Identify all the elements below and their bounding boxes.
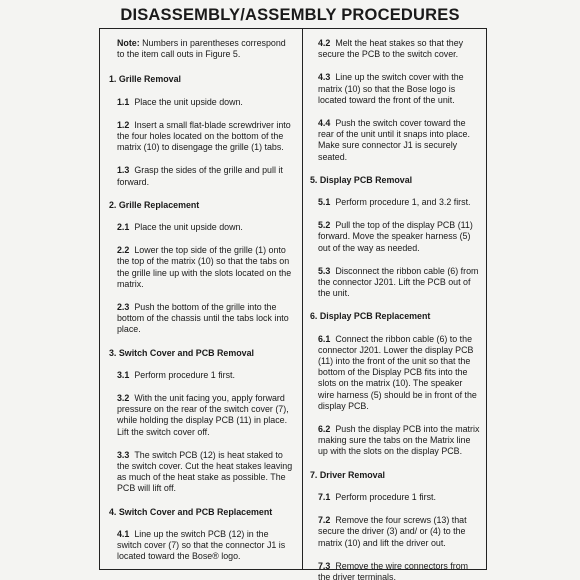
note: [117, 38, 295, 60]
step-number: 2.3: [117, 302, 130, 313]
step-text: Disconnect the ribbon cable (6) from the connector J201. Lift the PCB out of the unit.: [318, 265, 479, 299]
step-number: 5.2: [318, 220, 331, 231]
step-4-4: [318, 118, 480, 163]
step-1-3: [117, 165, 295, 187]
left-column: [107, 38, 295, 575]
step-text: The switch PCB (12) is heat staked to the switch cover. Cut the heat stakes leaving as much of the heat stake as possible. The PCB will lift off.: [117, 449, 293, 494]
step-text: Push the bottom of the grille into the bottom of the chassis until the tabs lock into place.: [117, 302, 289, 335]
section-heading-driver-removal: 7. Driver Removal: [310, 469, 385, 480]
step-number: 7.3: [318, 560, 331, 571]
note-text: Numbers in parentheses correspond to the item call outs in Figure 5.: [117, 38, 286, 60]
step-text: With the unit facing you, apply forward pressure on the rear of the switch cover (7), while holding the display PCB (11) in place. Lift the switch cover off.: [117, 393, 289, 437]
step-number: 2.2: [117, 245, 130, 256]
step-number: 4.4: [318, 118, 331, 129]
step-7-2: [318, 515, 480, 549]
step-5-1: [318, 197, 480, 208]
note-label: Note:: [117, 38, 140, 48]
step-5-3: [318, 266, 480, 300]
step-3-3: [117, 450, 295, 495]
step-number: 7.1: [318, 491, 331, 502]
step-number: 3.3: [117, 449, 130, 460]
section-heading-grille-replacement: 2. Grille Replacement: [109, 199, 200, 210]
step-number: 2.1: [117, 222, 130, 233]
step-1-1: [117, 97, 295, 108]
step-number: 5.1: [318, 197, 331, 208]
step-2-2: [117, 245, 295, 290]
step-text: Push the switch cover toward the rear of the unit until it snaps into place. Make sure connector J1 is securely seated.: [318, 118, 470, 162]
step-6-2: [318, 424, 480, 458]
step-number: 1.2: [117, 119, 130, 130]
step-text: Push the display PCB into the matrix making sure the tabs on the Matrix line up with the slots on the display PCB.: [318, 424, 480, 457]
right-column: [308, 38, 480, 580]
step-text: Grasp the sides of the grille and pull it forward.: [117, 165, 283, 187]
step-text: Place the unit upside down.: [134, 96, 243, 107]
page-title: DISASSEMBLY/ASSEMBLY PROCEDURES: [120, 6, 460, 24]
step-text: Remove the four screws (13) that secure the driver (3) and/ or (4) to the matrix (10) and lift the driver out.: [318, 515, 467, 548]
step-text: Insert a small flat-blade screwdriver into the four holes located on the bottom of the matrix (10) to disengage the grille (1) tabs.: [117, 119, 291, 153]
step-3-1: [117, 370, 295, 381]
step-7-3: [318, 561, 480, 580]
step-text: Remove the wire connectors from the driver terminals.: [318, 560, 469, 580]
section-heading-switch-cover-replacement: 4. Switch Cover and PCB Replacement: [109, 506, 273, 517]
step-4-1: [117, 529, 295, 563]
section-heading-grille-removal: 1. Grille Removal: [109, 74, 182, 85]
step-number: 3.1: [117, 369, 130, 380]
step-4-2: [318, 38, 480, 60]
step-number: 6.1: [318, 333, 331, 344]
step-text: Lower the top side of the grille (1) onto the top of the matrix (10) so that the tabs on the grille line up with the slots located on the matrix.: [117, 245, 292, 289]
step-text: Place the unit upside down.: [134, 222, 243, 233]
step-1-2: [117, 120, 295, 154]
step-number: 4.1: [117, 528, 130, 539]
step-number: 4.2: [318, 38, 331, 48]
step-number: 1.3: [117, 165, 130, 176]
step-6-1: [318, 334, 480, 412]
step-text: Perform procedure 1, and 3.2 first.: [335, 197, 471, 208]
step-number: 4.3: [318, 72, 331, 83]
step-number: 3.2: [117, 393, 130, 404]
step-text: Line up the switch PCB (12) in the switch cover (7) so that the connector J1 is located toward the Bose® logo.: [117, 528, 286, 562]
step-4-3: [318, 72, 480, 106]
step-text: Perform procedure 1 first.: [134, 369, 235, 380]
section-heading-display-pcb-replacement: 6. Display PCB Replacement: [310, 311, 431, 322]
step-text: Connect the ribbon cable (6) to the connector J201. Lower the display PCB (11) into the front of the unit so that the bottom of the Display PCB fits into the slots on the matrix (10). The speaker wire harness (5) should be in front of the display PCB.: [318, 333, 477, 411]
step-number: 7.2: [318, 515, 331, 526]
step-text: Pull the top of the display PCB (11) forward. Move the speaker harness (5) out of the way as needed.: [318, 220, 473, 253]
step-7-1: [318, 492, 480, 503]
step-number: 1.1: [117, 96, 130, 107]
section-heading-switch-cover-removal: 3. Switch Cover and PCB Removal: [109, 347, 254, 358]
step-text: Line up the switch cover with the matrix (10) so that the Bose logo is located toward the front of the unit.: [318, 72, 464, 105]
step-text: Melt the heat stakes so that they secure the PCB to the switch cover.: [318, 38, 464, 60]
section-heading-display-pcb-removal: 5. Display PCB Removal: [310, 174, 413, 185]
step-2-1: [117, 222, 295, 233]
step-2-3: [117, 302, 295, 336]
column-divider: [302, 28, 303, 570]
step-3-2: [117, 393, 295, 438]
step-5-2: [318, 220, 480, 254]
step-number: 6.2: [318, 424, 331, 435]
step-text: Perform procedure 1 first.: [335, 491, 436, 502]
step-number: 5.3: [318, 265, 331, 276]
